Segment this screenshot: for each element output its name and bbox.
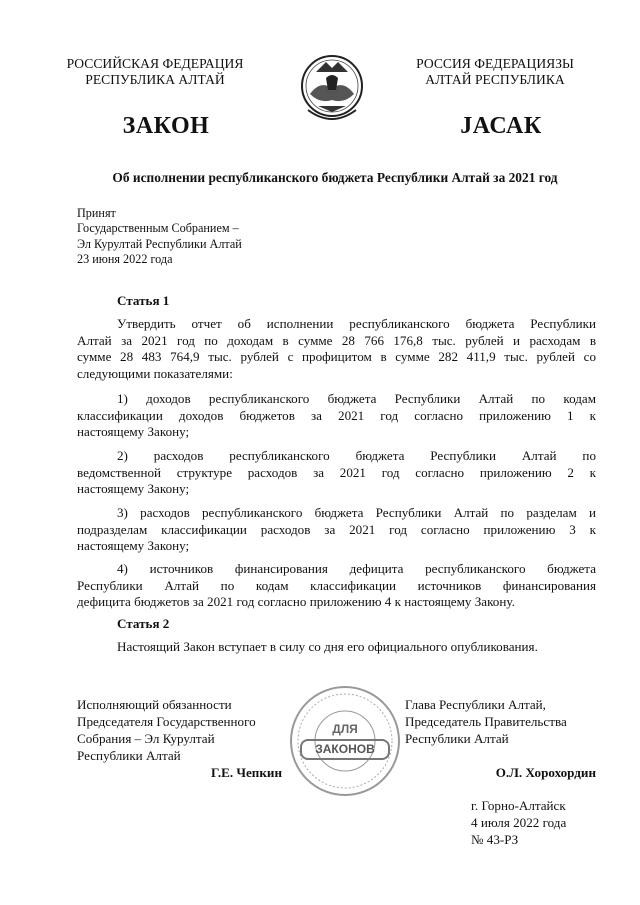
header-left-line2: РЕСПУБЛИКА АЛТАЙ <box>85 72 225 87</box>
stamp-line1: ДЛЯ <box>332 722 358 736</box>
adopted-line3: Эл Курултай Республики Алтай <box>77 236 242 251</box>
text-line: настоящему Закону; <box>77 481 190 497</box>
signature-right-line1: Глава Республики Алтай, <box>405 697 546 712</box>
document-title: Об исполнении республиканского бюджета Республики Алтай за 2021 год <box>112 170 558 185</box>
article1-item3 <box>77 505 596 555</box>
article1-intro <box>77 316 596 382</box>
text-line: настоящему Закону; <box>77 538 190 554</box>
text-line: дефицита бюджетов за 2021 год согласно приложению 4 к настоящему Закону. <box>77 594 515 610</box>
header-right-line1: РОССИЯ ФЕДЕРАЦИЯЗЫ <box>416 56 574 71</box>
footer-block <box>471 797 566 848</box>
text-line: 3) расходов республиканского бюджета Республики Алтай по разделам и <box>117 505 596 520</box>
header-right-line2: АЛТАЙ РЕСПУБЛИКА <box>425 72 565 87</box>
footer-number: № 43-РЗ <box>471 832 519 847</box>
text-line: Утвердить отчет об исполнении республиканского бюджета Республики <box>117 316 596 331</box>
article1-item4 <box>77 561 596 611</box>
signature-left-block <box>77 696 256 764</box>
law-title-altai: ЈАСАК <box>460 113 542 139</box>
stamp-line2: ЗАКОНОВ <box>300 739 390 760</box>
article1-item2 <box>77 448 596 498</box>
text-line: сумме 28 483 764,9 тыс. рублей с профицитом в сумме 282 411,9 тыс. рублей со <box>77 349 596 365</box>
article1-heading: Статья 1 <box>117 293 170 308</box>
official-stamp <box>288 684 402 798</box>
text-line: настоящему Закону; <box>77 424 190 440</box>
text-line: классификации доходов бюджетов за 2021 год согласно приложению 1 к <box>77 407 596 423</box>
text-line: 1) доходов республиканского бюджета Республики Алтай по кодам <box>117 391 596 406</box>
article2-text: Настоящий Закон вступает в силу со дня его официального опубликования. <box>117 639 538 654</box>
text-line: подразделам классификации расходов за 2021 год согласно приложению 3 к <box>77 521 596 537</box>
signature-left-line3: Собрания – Эл Курултай <box>77 731 215 746</box>
article1-item1 <box>77 391 596 441</box>
text-line: 2) расходов республиканского бюджета Республики Алтай по <box>117 448 596 463</box>
adopted-block <box>77 206 242 267</box>
law-title-russian: ЗАКОН <box>122 113 210 139</box>
signature-right-block <box>405 696 567 747</box>
signature-right-name: О.Л. Хорохордин <box>495 765 596 780</box>
signature-right-line2: Председатель Правительства <box>405 714 567 729</box>
adopted-date: 23 июня 2022 года <box>77 251 173 266</box>
text-line: Республики Алтай по кодам классификации источников финансирования <box>77 577 596 593</box>
adopted-line2: Государственным Собранием – <box>77 221 239 236</box>
signature-left-line2: Председателя Государственного <box>77 714 256 729</box>
signature-left-line1: Исполняющий обязанности <box>77 697 232 712</box>
coat-of-arms-emblem <box>296 50 368 128</box>
text-line: следующими показателями: <box>77 365 233 381</box>
text-line: 4) источников финансирования дефицита республиканского бюджета <box>117 561 596 576</box>
adopted-line1: Принят <box>77 206 116 220</box>
article2-heading: Статья 2 <box>117 616 170 631</box>
text-line: Алтай за 2021 год по доходам в сумме 28 766 176,8 тыс. рублей и расходам в <box>77 332 596 348</box>
signature-right-line3: Республики Алтай <box>405 731 509 746</box>
footer-city: г. Горно-Алтайск <box>471 798 566 813</box>
signature-left-name: Г.Е. Чепкин <box>210 765 282 780</box>
header-left-line1: РОССИЙСКАЯ ФЕДЕРАЦИЯ <box>66 56 244 71</box>
footer-date: 4 июля 2022 года <box>471 815 567 830</box>
signature-left-line4: Республики Алтай <box>77 748 181 763</box>
text-line: ведомственной структуре расходов за 2021 год согласно приложению 2 к <box>77 464 596 480</box>
